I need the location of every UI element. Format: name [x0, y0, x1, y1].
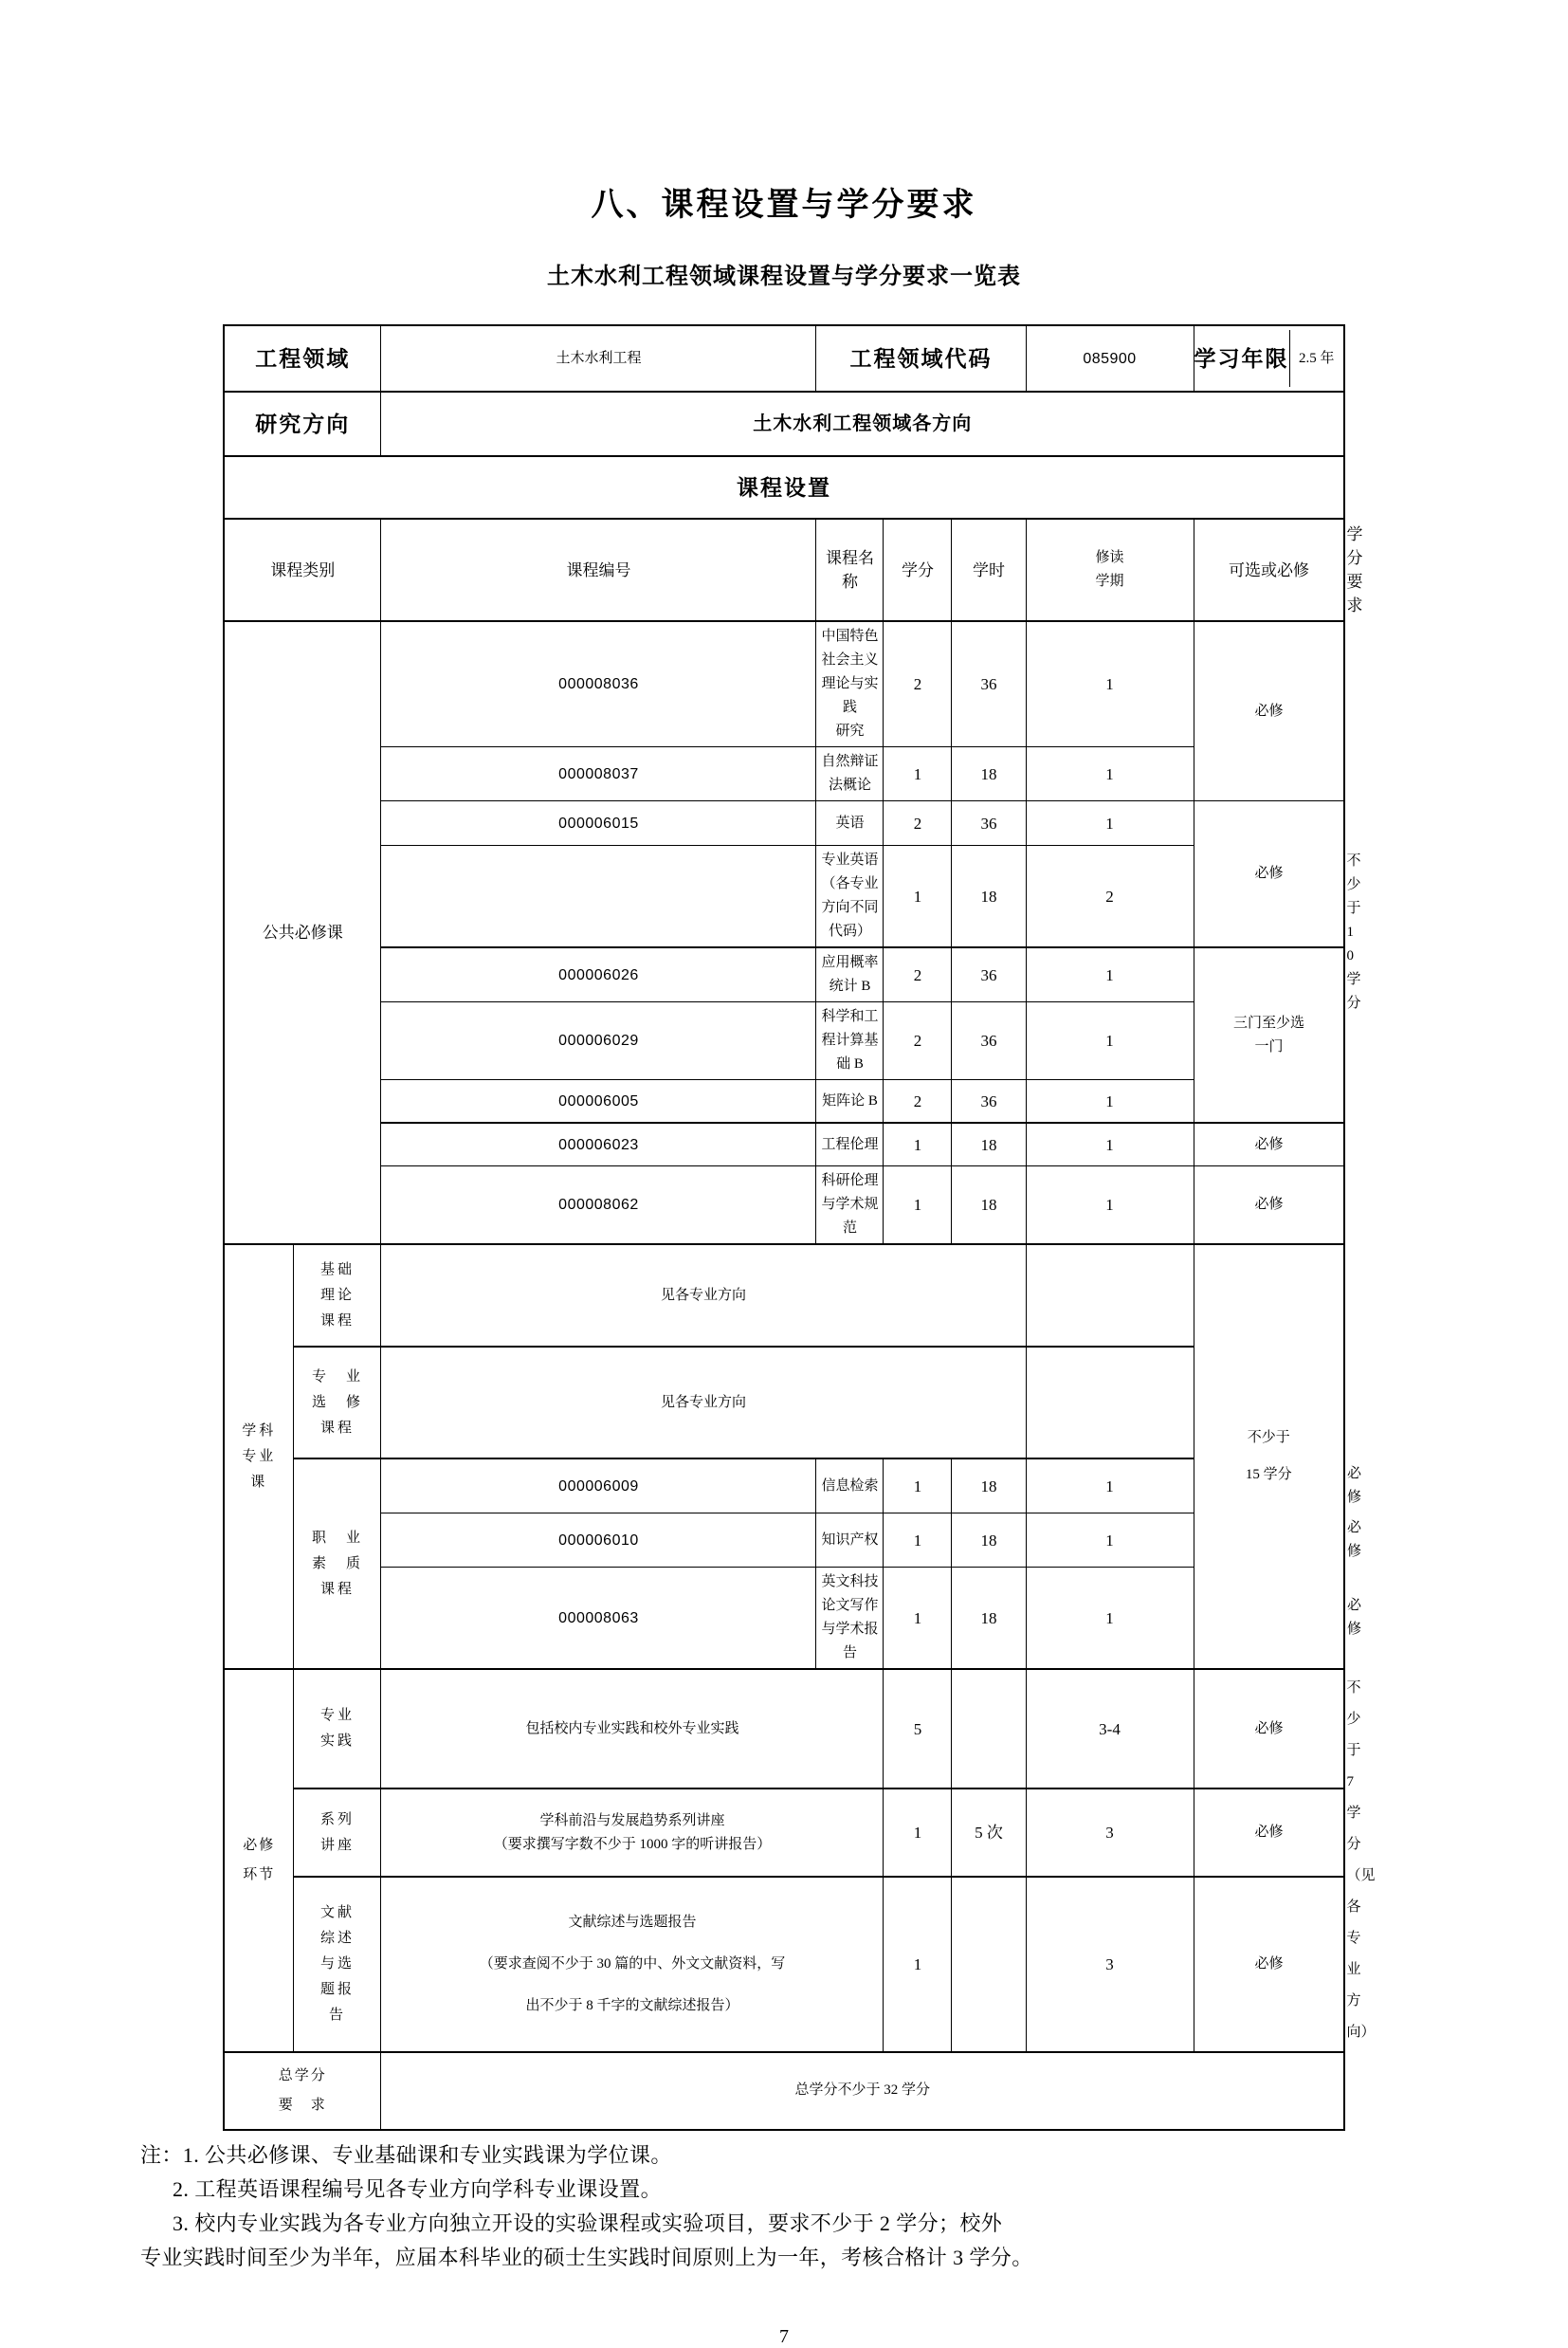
total-label-line1: 总学分 — [278, 2067, 327, 2083]
footnote-1: 注：1. 公共必修课、专业基础课和专业实践课为学位课。 — [140, 2142, 672, 2167]
table-row — [224, 947, 1344, 1002]
course-elective: 必修 — [1194, 1123, 1344, 1166]
table-row — [224, 801, 1344, 846]
footnote-3-line1: 3. 校内专业实践为各专业方向独立开设的实验课程或实验项目，要求不少于 2 学分；校外 — [173, 2210, 1003, 2235]
table-row-total — [224, 2052, 1344, 2130]
footnotes — [0, 2138, 1568, 2275]
review-credits: 1 — [884, 1877, 952, 2051]
course-hours: 18 — [952, 747, 1026, 801]
course-name: 信息检索 — [816, 1458, 884, 1513]
subsection-basic-theory-label — [294, 1244, 381, 1347]
course-code — [381, 846, 816, 948]
course-name: 英语 — [816, 801, 884, 846]
elective-group-3-line1: 三门至少选 — [1233, 1015, 1305, 1031]
course-name-line2: 研究 — [835, 724, 865, 739]
review-description — [381, 1877, 884, 2051]
course-semester: 2 — [1026, 846, 1194, 948]
page-number: 7 — [779, 2325, 789, 2347]
course-semester: 1 — [1026, 1458, 1194, 1513]
subsection-review-label — [294, 1877, 381, 2051]
col-header-semester-line2: 学期 — [1095, 574, 1124, 589]
basic-theory-elective — [1026, 1244, 1194, 1347]
duration-combo — [1194, 325, 1344, 392]
table-row — [224, 747, 1344, 801]
table-row: 000006010 知识产权 1 18 1 必修 — [224, 1513, 1344, 1568]
footnote-2: 2. 工程英语课程编号见各专业方向学科专业课设置。 — [173, 2176, 663, 2201]
basic-theory-line3: 课程 — [319, 1312, 355, 1329]
section-label-mandatory — [224, 1669, 294, 2052]
table-header-row: 课程类别 课程编号 课程名称 学分 学时 修读 学期 可选或必修 学分要求 — [224, 519, 1344, 621]
course-hours: 18 — [952, 1123, 1026, 1166]
code-value: 085900 — [1026, 325, 1194, 392]
subsection-lecture-label — [294, 1789, 381, 1877]
practice-credits: 5 — [884, 1669, 952, 1789]
review-description-line1: 文献综述与选题报告 — [568, 1915, 697, 1931]
practice-elective: 必修 — [1194, 1669, 1344, 1789]
curriculum-table-container — [0, 292, 1568, 2131]
course-name — [816, 621, 884, 747]
elective-group-3-line2: 一门 — [1254, 1038, 1284, 1055]
course-name-line2: （各专业方向不同代码） — [821, 876, 879, 939]
course-credits: 1 — [884, 1458, 952, 1513]
basic-theory-line1: 基础 — [319, 1261, 355, 1277]
course-name: 自然辩证法概论 — [816, 747, 884, 801]
course-credits: 2 — [884, 1080, 952, 1124]
course-hours: 36 — [952, 947, 1026, 1002]
course-hours: 36 — [952, 1002, 1026, 1080]
requirement-discipline — [1194, 1244, 1344, 1669]
review-semester: 3 — [1026, 1877, 1194, 2051]
section-label-discipline-line2: 专业 — [242, 1448, 277, 1464]
col-header-semester — [1026, 519, 1194, 621]
course-code: 000006026 — [381, 947, 816, 1002]
table-row: 职 业 素 质 课程 000006009 信息检索 1 18 1 必修 — [224, 1458, 1344, 1513]
course-name-line1: 中国特色社会主义理论与实践 — [821, 629, 879, 715]
vocational-line1: 职 业 — [311, 1530, 363, 1546]
course-semester: 1 — [1026, 1080, 1194, 1124]
course-name: 科研伦理与学术规范 — [816, 1166, 884, 1245]
course-semester: 1 — [1026, 1568, 1194, 1670]
major-elective-line3: 课程 — [319, 1420, 355, 1436]
table-row — [224, 1002, 1344, 1080]
course-hours: 18 — [952, 1513, 1026, 1568]
course-hours: 18 — [952, 1166, 1026, 1245]
course-credits: 2 — [884, 947, 952, 1002]
course-credits: 1 — [884, 747, 952, 801]
field-value: 土木水利工程 — [381, 325, 816, 392]
course-name: 应用概率统计 B — [816, 947, 884, 1002]
course-elective: 必修 — [1194, 1166, 1344, 1245]
table-row — [224, 1080, 1344, 1124]
table-row — [224, 1877, 1344, 2051]
course-hours: 18 — [952, 1458, 1026, 1513]
subsection-practice-label — [294, 1669, 381, 1789]
lecture-hours: 5 次 — [952, 1789, 1026, 1877]
major-elective-value: 见各专业方向 — [381, 1347, 1026, 1458]
review-line4: 题报 — [319, 1981, 355, 1997]
course-name-line1: 专业英语 — [821, 853, 879, 868]
duration-label: 学习年限 — [1194, 346, 1289, 371]
course-name: 工程伦理 — [816, 1123, 884, 1166]
total-label-line2: 要 求 — [278, 2097, 327, 2113]
vocational-line3: 课程 — [319, 1581, 355, 1597]
col-header-name: 课程名称 — [816, 519, 884, 621]
course-semester: 1 — [1026, 1002, 1194, 1080]
practice-description: 包括校内专业实践和校外专业实践 — [381, 1669, 884, 1789]
section-label-discipline — [224, 1244, 294, 1669]
review-line2: 综述 — [319, 1930, 355, 1946]
table-row-field-info — [224, 325, 1344, 392]
basic-theory-line2: 理论 — [319, 1287, 355, 1303]
section-label-mandatory-line1: 必修 — [243, 1837, 276, 1853]
course-name — [816, 846, 884, 948]
lecture-elective: 必修 — [1194, 1789, 1344, 1877]
lecture-description-line1: 学科前沿与发展趋势系列讲座 — [539, 1812, 725, 1828]
course-semester: 1 — [1026, 621, 1194, 747]
lecture-line1: 系列 — [319, 1811, 355, 1827]
course-semester: 1 — [1026, 801, 1194, 846]
course-credits: 2 — [884, 621, 952, 747]
lecture-description — [381, 1789, 884, 1877]
course-credits: 1 — [884, 846, 952, 948]
lecture-credits: 1 — [884, 1789, 952, 1877]
course-name: 矩阵论 B — [816, 1080, 884, 1124]
lecture-description-line2: （要求撰写字数不少于 1000 字的听讲报告） — [493, 1836, 772, 1852]
course-hours: 18 — [952, 1568, 1026, 1670]
table-row — [224, 1789, 1344, 1877]
course-code: 000006015 — [381, 801, 816, 846]
practice-semester: 3-4 — [1026, 1669, 1194, 1789]
table-row: 000008063 英文科技论文写作与学术报告 1 18 1 必修 — [224, 1568, 1344, 1670]
code-label: 工程领域代码 — [816, 325, 1026, 392]
section-label-discipline-line1: 学科 — [242, 1422, 277, 1439]
subsection-vocational-label — [294, 1458, 381, 1669]
course-code: 000006005 — [381, 1080, 816, 1124]
course-credits: 2 — [884, 801, 952, 846]
requirement-discipline-line2: 15 学分 — [1245, 1467, 1292, 1482]
course-code: 000006009 — [381, 1458, 816, 1513]
table-row — [224, 1244, 1344, 1347]
col-header-hours: 学时 — [952, 519, 1026, 621]
table-row — [224, 846, 1344, 948]
major-elective-line1: 专 业 — [311, 1368, 363, 1385]
table-row — [224, 1166, 1344, 1245]
course-hours: 18 — [952, 846, 1026, 948]
course-semester: 1 — [1026, 1166, 1194, 1245]
review-description-line3: 出不少于 8 千字的文献综述报告） — [525, 1998, 739, 2014]
review-line3: 与选 — [319, 1955, 355, 1972]
elective-group-2: 必修 — [1194, 801, 1344, 948]
course-semester: 1 — [1026, 947, 1194, 1002]
elective-group-3 — [1194, 947, 1344, 1123]
practice-line1: 专业 — [319, 1708, 355, 1724]
course-credits: 1 — [884, 1123, 952, 1166]
course-credits: 1 — [884, 1568, 952, 1670]
section-label-discipline-line3: 课 — [250, 1474, 268, 1490]
vocational-line2: 素 质 — [311, 1555, 363, 1571]
total-label — [224, 2052, 381, 2130]
practice-line2: 实践 — [319, 1733, 355, 1750]
course-code: 000008063 — [381, 1568, 816, 1670]
course-name: 知识产权 — [816, 1513, 884, 1568]
course-code: 000008037 — [381, 747, 816, 801]
course-hours: 36 — [952, 1080, 1026, 1124]
table-caption: 土木水利工程领域课程设置与学分要求一览表 — [547, 265, 1021, 289]
basic-theory-value: 见各专业方向 — [381, 1244, 1026, 1347]
section-label-public: 公共必修课 — [224, 621, 381, 1244]
practice-hours — [952, 1669, 1026, 1789]
course-hours: 36 — [952, 621, 1026, 747]
footnote-3-line2: 专业实践时间至少为半年，应届本科毕业的硕士生实践时间原则上为一年，考核合格计 3 学分。 — [140, 2245, 1033, 2269]
col-header-credits: 学分 — [884, 519, 952, 621]
section-label-mandatory-line2: 环节 — [243, 1866, 276, 1882]
course-name: 科学和工程计算基础 B — [816, 1002, 884, 1080]
course-code: 000008062 — [381, 1166, 816, 1245]
subsection-major-elective-label — [294, 1347, 381, 1458]
course-code: 000006010 — [381, 1513, 816, 1568]
table-row — [224, 1123, 1344, 1166]
course-semester: 1 — [1026, 1123, 1194, 1166]
elective-group-1: 必修 — [1194, 621, 1344, 801]
review-hours — [952, 1877, 1026, 2051]
lecture-semester: 3 — [1026, 1789, 1194, 1877]
lecture-line2: 讲座 — [319, 1837, 355, 1853]
course-semester: 1 — [1026, 1513, 1194, 1568]
field-label: 工程领域 — [224, 325, 381, 392]
table-row-research-direction — [224, 392, 1344, 456]
col-header-code: 课程编号 — [381, 519, 816, 621]
requirement-discipline-line1: 不少于 — [1247, 1430, 1290, 1445]
direction-value: 土木水利工程领域各方向 — [381, 392, 1344, 456]
table-row-curriculum-banner — [224, 456, 1344, 519]
duration-value: 2.5 年 — [1299, 350, 1335, 366]
table-row — [224, 1347, 1344, 1458]
table-row: 必修 环节 专业 实践 包括校内专业实践和校外专业实践 5 3-4 必修 不少于 7 学分 （见各专业 方向） — [224, 1669, 1344, 1789]
direction-label: 研究方向 — [224, 392, 381, 456]
col-header-elective: 可选或必修 — [1194, 519, 1344, 621]
curriculum-banner: 课程设置 — [224, 456, 1344, 519]
review-line5: 告 — [328, 2007, 346, 2023]
course-credits: 1 — [884, 1166, 952, 1245]
page-title: 八、课程设置与学分要求 — [591, 188, 977, 223]
course-semester: 1 — [1026, 747, 1194, 801]
course-credits: 1 — [884, 1513, 952, 1568]
curriculum-table — [223, 324, 1376, 2131]
col-header-semester-line1: 修读 — [1095, 550, 1124, 565]
course-code: 000006023 — [381, 1123, 816, 1166]
table-row: 公共必修课 000008036 中国特色社会主义理论与实践 研究 2 36 1 必修 不少于 10 学分 — [224, 621, 1344, 747]
course-credits: 2 — [884, 1002, 952, 1080]
review-description-line2: （要求查阅不少于 30 篇的中、外文文献资料，写 — [479, 1956, 786, 1972]
col-header-category: 课程类别 — [224, 519, 381, 621]
major-elective-elective — [1026, 1347, 1194, 1458]
course-hours: 36 — [952, 801, 1026, 846]
course-name: 英文科技论文写作与学术报告 — [816, 1568, 884, 1670]
total-value: 总学分不少于 32 学分 — [381, 2052, 1344, 2130]
course-code: 000008036 — [381, 621, 816, 747]
major-elective-line2: 选 修 — [311, 1394, 363, 1410]
course-code: 000006029 — [381, 1002, 816, 1080]
review-line1: 文献 — [319, 1904, 355, 1920]
review-elective: 必修 — [1194, 1877, 1344, 2051]
